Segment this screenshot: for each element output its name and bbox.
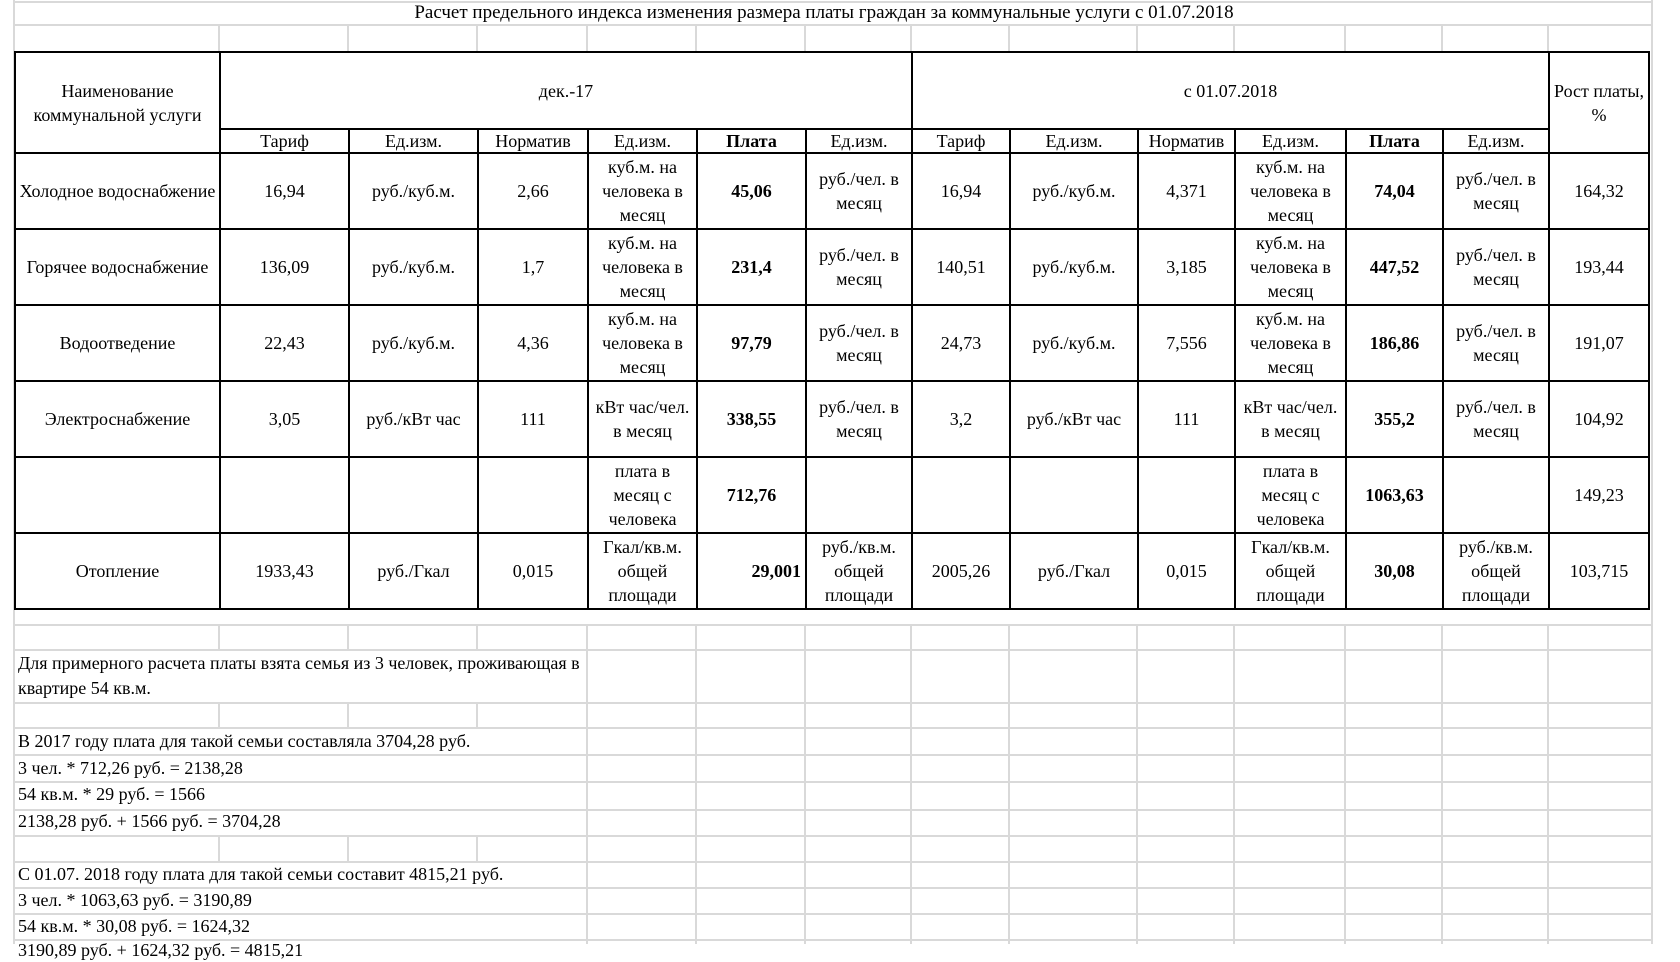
norm-value: 111 bbox=[478, 381, 588, 457]
tariff-value: 136,09 bbox=[220, 229, 349, 305]
norm-unit: плата в месяц с человека bbox=[588, 457, 697, 533]
tariff-unit bbox=[349, 457, 478, 533]
norm-value: 0,015 bbox=[1138, 533, 1235, 609]
growth-value: 149,23 bbox=[1549, 457, 1649, 533]
norm-unit: Гкал/кв.м. общей площади bbox=[588, 533, 697, 609]
payment-value: 231,4 bbox=[697, 229, 806, 305]
note-2017-summary: В 2017 году плата для такой семьи составляла 3704,28 руб. bbox=[18, 731, 471, 751]
payment-unit bbox=[1443, 457, 1549, 533]
norm-value: 7,556 bbox=[1138, 305, 1235, 381]
tariff-value: 140,51 bbox=[912, 229, 1010, 305]
service-name: Отопление bbox=[15, 533, 220, 609]
payment-value: 338,55 bbox=[697, 381, 806, 457]
growth-value: 193,44 bbox=[1549, 229, 1649, 305]
subheader-payment: Плата bbox=[1346, 129, 1443, 153]
tariff-unit: руб./Гкал bbox=[349, 533, 478, 609]
norm-unit: плата в месяц с человека bbox=[1235, 457, 1346, 533]
tariff-value: 3,2 bbox=[912, 381, 1010, 457]
note-2018-line3: 3190,89 руб. + 1624,32 руб. = 4815,21 bbox=[18, 940, 304, 960]
growth-value: 164,32 bbox=[1549, 153, 1649, 229]
payment-value: 355,2 bbox=[1346, 381, 1443, 457]
tariff-value: 16,94 bbox=[912, 153, 1010, 229]
norm-value: 4,36 bbox=[478, 305, 588, 381]
tariff-unit: руб./кВт час bbox=[1010, 381, 1138, 457]
payment-unit: руб./чел. в месяц bbox=[806, 305, 912, 381]
tariff-value: 24,73 bbox=[912, 305, 1010, 381]
norm-unit: куб.м. на человека в месяц bbox=[1235, 153, 1346, 229]
tariff-unit: руб./кВт час bbox=[349, 381, 478, 457]
tariff-unit: руб./куб.м. bbox=[1010, 153, 1138, 229]
table-row bbox=[15, 229, 1649, 305]
payment-value: 186,86 bbox=[1346, 305, 1443, 381]
norm-value: 4,371 bbox=[1138, 153, 1235, 229]
table-row bbox=[15, 533, 1649, 609]
payment-unit: руб./чел. в месяц bbox=[806, 229, 912, 305]
tariff-value: 22,43 bbox=[220, 305, 349, 381]
payment-value: 30,08 bbox=[1346, 533, 1443, 609]
payment-value: 29,001 bbox=[697, 533, 806, 609]
service-name bbox=[15, 457, 220, 533]
payment-value: 712,76 bbox=[697, 457, 806, 533]
table-row bbox=[15, 381, 1649, 457]
payment-unit: руб./чел. в месяц bbox=[806, 381, 912, 457]
table-row bbox=[15, 305, 1649, 381]
tariff-unit: руб./Гкал bbox=[1010, 533, 1138, 609]
table-row bbox=[15, 153, 1649, 229]
tariff-unit: руб./куб.м. bbox=[349, 305, 478, 381]
tariff-value: 2005,26 bbox=[912, 533, 1010, 609]
subheader-unit: Ед.изм. bbox=[806, 129, 912, 153]
service-name: Холодное водоснабжение bbox=[15, 153, 220, 229]
note-2017-line2: 54 кв.м. * 29 руб. = 1566 bbox=[18, 784, 205, 804]
tariff-value: 16,94 bbox=[220, 153, 349, 229]
growth-value: 103,715 bbox=[1549, 533, 1649, 609]
growth-value: 191,07 bbox=[1549, 305, 1649, 381]
payment-value: 74,04 bbox=[1346, 153, 1443, 229]
tariff-unit: руб./куб.м. bbox=[349, 229, 478, 305]
service-name: Горячее водоснабжение bbox=[15, 229, 220, 305]
payment-unit: руб./кв.м. общей площади bbox=[1443, 533, 1549, 609]
page-title: Расчет предельного индекса изменения размера платы граждан за коммунальные услуги с 01.07.2018 bbox=[414, 2, 1234, 23]
note-intro-line2: квартире 54 кв.м. bbox=[18, 678, 151, 698]
payment-value: 447,52 bbox=[1346, 229, 1443, 305]
payment-unit: руб./кв.м. общей площади bbox=[806, 533, 912, 609]
payment-unit: руб./чел. в месяц bbox=[1443, 305, 1549, 381]
norm-value: 111 bbox=[1138, 381, 1235, 457]
norm-value bbox=[478, 457, 588, 533]
payment-value: 97,79 bbox=[697, 305, 806, 381]
subheader-norm: Норматив bbox=[1138, 129, 1235, 153]
subheader-unit: Ед.изм. bbox=[349, 129, 478, 153]
note-2018-line1: 3 чел. * 1063,63 руб. = 3190,89 bbox=[18, 890, 252, 910]
subheader-unit: Ед.изм. bbox=[588, 129, 697, 153]
tariff-value bbox=[220, 457, 349, 533]
subheader-tariff: Тариф bbox=[220, 129, 349, 153]
growth-value: 104,92 bbox=[1549, 381, 1649, 457]
norm-value bbox=[1138, 457, 1235, 533]
header-period-2018: с 01.07.2018 bbox=[912, 52, 1549, 129]
subheader-unit: Ед.изм. bbox=[1010, 129, 1138, 153]
tariff-table bbox=[14, 51, 1650, 610]
norm-unit: куб.м. на человека в месяц bbox=[1235, 305, 1346, 381]
service-name: Электроснабжение bbox=[15, 381, 220, 457]
tariff-value: 1933,43 bbox=[220, 533, 349, 609]
norm-value: 2,66 bbox=[478, 153, 588, 229]
subheader-unit: Ед.изм. bbox=[1235, 129, 1346, 153]
norm-unit: кВт час/чел. в месяц bbox=[1235, 381, 1346, 457]
norm-unit: куб.м. на человека в месяц bbox=[588, 229, 697, 305]
payment-value: 1063,63 bbox=[1346, 457, 1443, 533]
norm-unit: куб.м. на человека в месяц bbox=[588, 305, 697, 381]
payment-unit: руб./чел. в месяц bbox=[1443, 153, 1549, 229]
note-2018-line2: 54 кв.м. * 30,08 руб. = 1624,32 bbox=[18, 916, 250, 936]
payment-unit: руб./чел. в месяц bbox=[806, 153, 912, 229]
subheader-unit: Ед.изм. bbox=[1443, 129, 1549, 153]
payment-unit: руб./чел. в месяц bbox=[1443, 229, 1549, 305]
norm-unit: куб.м. на человека в месяц bbox=[1235, 229, 1346, 305]
payment-value: 45,06 bbox=[697, 153, 806, 229]
subheader-payment: Плата bbox=[697, 129, 806, 153]
service-name: Водоотведение bbox=[15, 305, 220, 381]
note-intro-line1: Для примерного расчета платы взята семья из 3 человек, проживающая в bbox=[18, 653, 580, 673]
subheader-tariff: Тариф bbox=[912, 129, 1010, 153]
tariff-unit: руб./куб.м. bbox=[1010, 229, 1138, 305]
header-growth: Рост платы, % bbox=[1549, 52, 1649, 153]
note-2017-line3: 2138,28 руб. + 1566 руб. = 3704,28 bbox=[18, 811, 281, 831]
tariff-unit bbox=[1010, 457, 1138, 533]
payment-unit: руб./чел. в месяц bbox=[1443, 381, 1549, 457]
tariff-unit: руб./куб.м. bbox=[1010, 305, 1138, 381]
norm-value: 0,015 bbox=[478, 533, 588, 609]
tariff-unit: руб./куб.м. bbox=[349, 153, 478, 229]
subheader-norm: Норматив bbox=[478, 129, 588, 153]
norm-value: 1,7 bbox=[478, 229, 588, 305]
norm-unit: куб.м. на человека в месяц bbox=[588, 153, 697, 229]
table-row-subtotal bbox=[15, 457, 1649, 533]
norm-value: 3,185 bbox=[1138, 229, 1235, 305]
note-2018-summary: С 01.07. 2018 году плата для такой семьи составит 4815,21 руб. bbox=[18, 864, 504, 884]
payment-unit bbox=[806, 457, 912, 533]
note-2017-line1: 3 чел. * 712,26 руб. = 2138,28 bbox=[18, 758, 243, 778]
norm-unit: кВт час/чел. в месяц bbox=[588, 381, 697, 457]
header-service-name: Наименование коммунальной услуги bbox=[15, 52, 220, 153]
tariff-value bbox=[912, 457, 1010, 533]
header-period-dec17: дек.-17 bbox=[220, 52, 912, 129]
tariff-value: 3,05 bbox=[220, 381, 349, 457]
norm-unit: Гкал/кв.м. общей площади bbox=[1235, 533, 1346, 609]
